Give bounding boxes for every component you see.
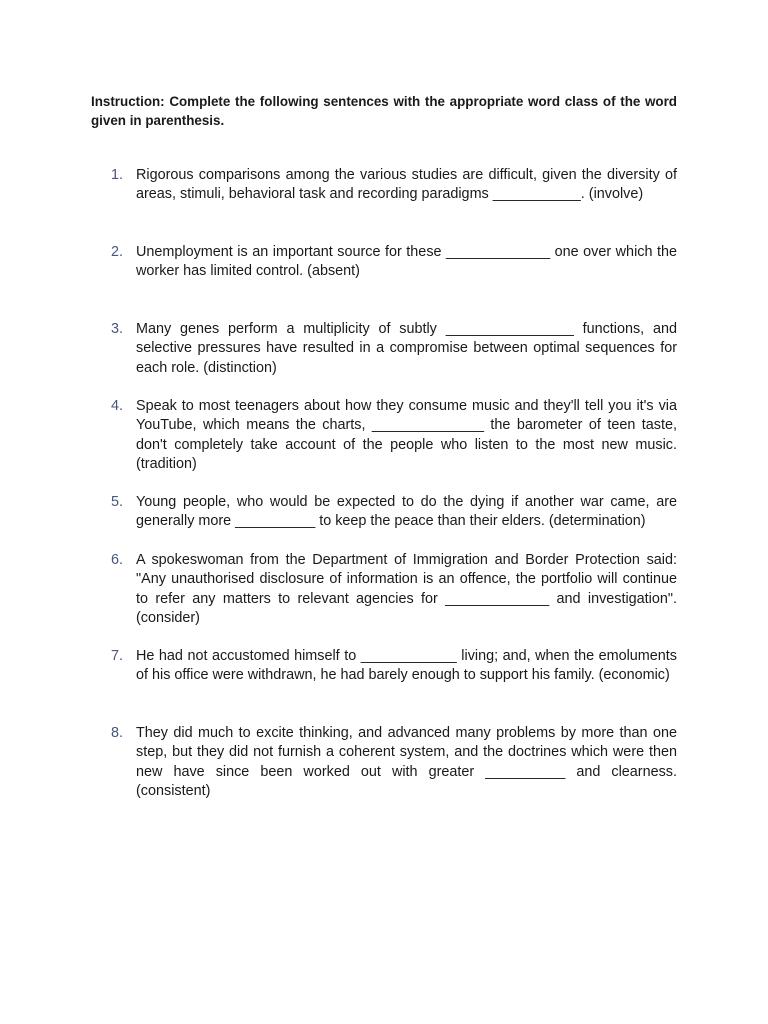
instruction-text: Instruction: Complete the following sentences with the appropriate word class of the word given in parenthesis. [91,94,677,128]
question-number: 8. [111,725,124,741]
question-text: He had not accustomed himself to ____________ living; and, when the emoluments of his office were withdrawn, he had barely enough to support his family. (economic) [136,648,677,684]
question-number: 5. [111,494,124,510]
question-number: 4. [111,398,124,414]
question-text: Many genes perform a multiplicity of subtly ________________ functions, and selective pressures have resulted in a compromise between optimal sequences for each role. (distinction) [136,321,677,376]
question-text: Young people, who would be expected to do the dying if another war came, are generally more __________ to keep the peace than their elders. (determination) [136,494,677,530]
question-number: 7. [111,648,124,664]
question-number: 2. [111,244,124,260]
question-number: 1. [111,167,124,183]
question-text: Rigorous comparisons among the various studies are difficult, given the diversity of areas, stimuli, behavioral task and recording paradigms ___________. (involve) [136,167,677,203]
question-text: Speak to most teenagers about how they consume music and they'll tell you it's via YouTube, which means the charts, ______________ the barometer of teen taste, don't completely take account of the people who listen to the most new music. (tradition) [136,398,677,472]
question-number: 3. [111,321,124,337]
question-text: Unemployment is an important source for these _____________ one over which the worker has limited control. (absent) [136,244,677,280]
question-text: They did much to excite thinking, and advanced many problems by more than one step, but they did not furnish a coherent system, and the doctrines which were then new have since been worked out with greater __________ and clearness. (consistent) [136,725,677,799]
question-number: 6. [111,552,124,568]
question-text: A spokeswoman from the Department of Immigration and Border Protection said: "Any unauthorised disclosure of information is an offence, the portfolio will continue to refer any matters to relevant agencies for _____________ and investigation". (consider) [136,552,677,626]
